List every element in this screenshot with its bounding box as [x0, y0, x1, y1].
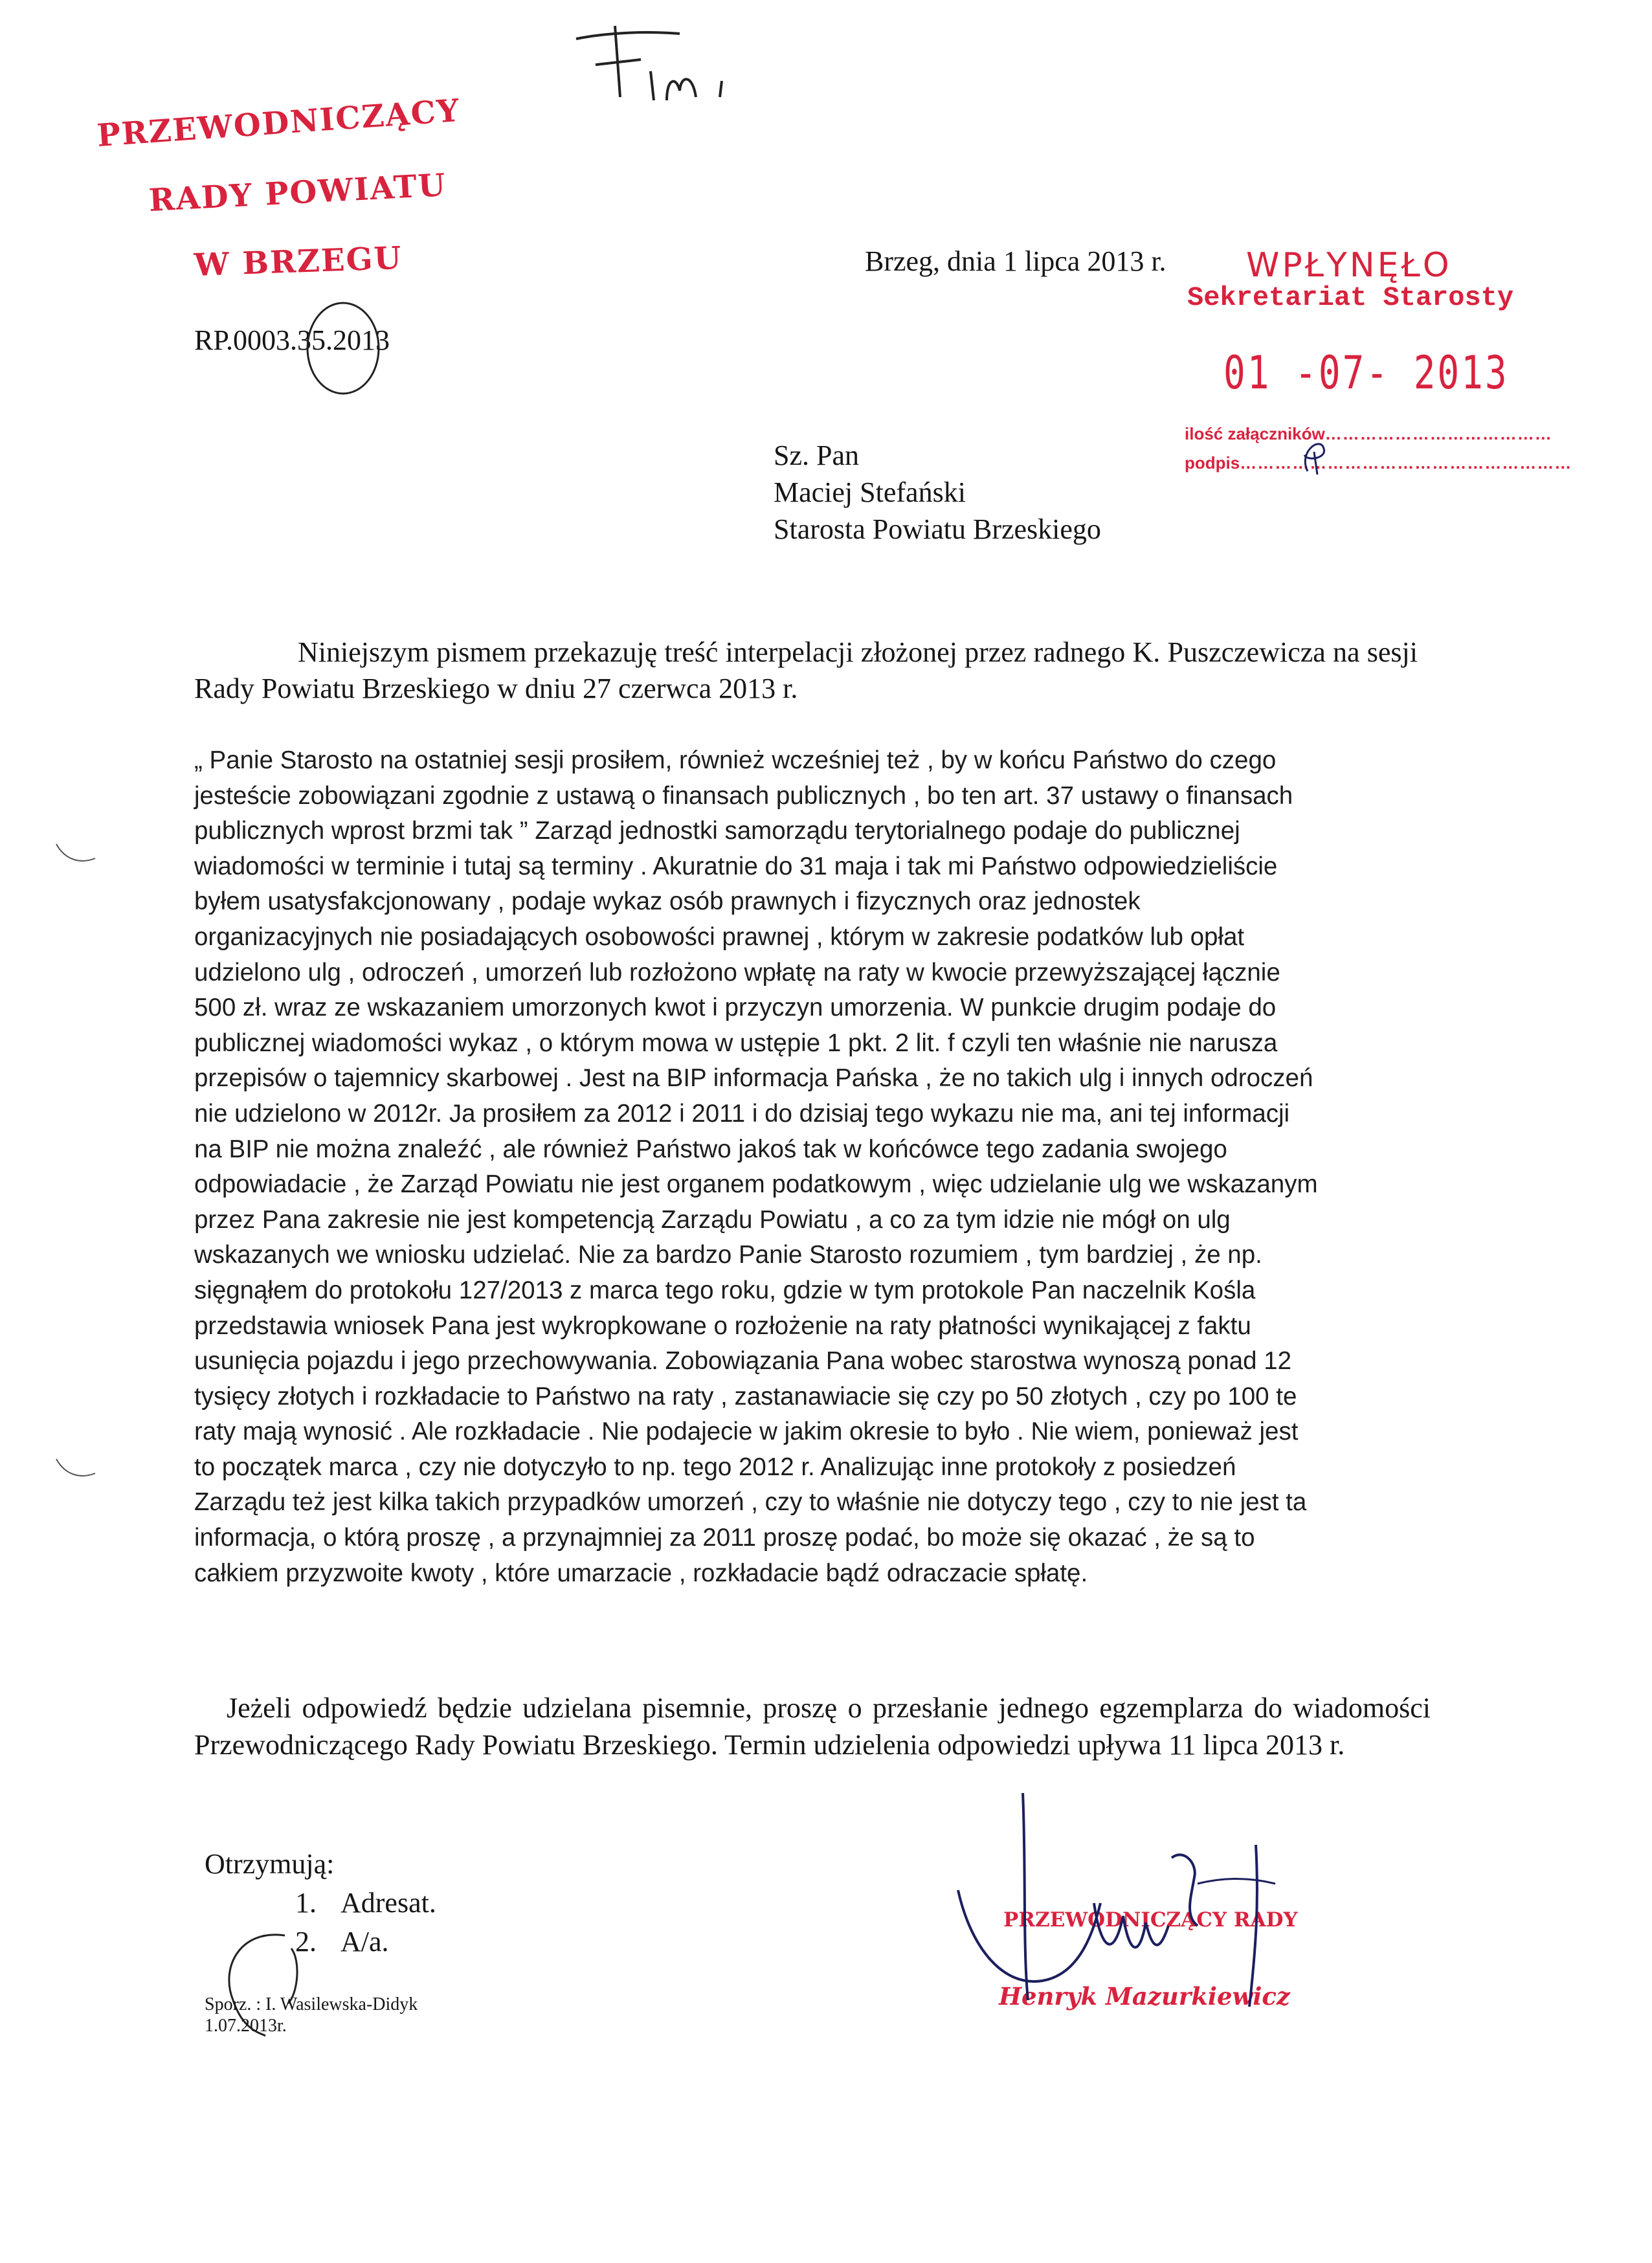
chairman-title-stamp: PRZEWODNICZĄCY RADY	[1003, 1908, 1298, 1932]
handwritten-note	[570, 19, 738, 104]
council-chairman-stamp	[96, 92, 498, 298]
quote-line: byłem usatysfakcjonowany , podaje wykaz osób prawnych i fizycznych oraz jednostek	[194, 887, 1141, 916]
list-item	[295, 1923, 436, 1961]
recipients-heading: Otrzymują:	[205, 1848, 335, 1880]
incoming-stamp	[1185, 246, 1572, 473]
recipient-name: Maciej Stefański	[774, 476, 966, 508]
quote-line: organizacyjnych nie posiadających osobowości prawnej , którym w zakresie podatków lub opłat	[194, 922, 1245, 951]
quote-line: „ Panie Starosto na ostatniej sesji prosiłem, również wcześniej też , by w końcu Państwo do czego	[194, 746, 1277, 774]
prepared-by-name: Sporz. : I. Wasilewska-Didyk	[205, 1994, 418, 2014]
margin-mark	[53, 839, 98, 865]
incoming-stamp-office: Sekretariat Starosty	[1187, 282, 1514, 313]
quote-line: raty mają wynosić . Ale rozkładacie . Nie podajecie w jakim okresie to było . Nie wiem, ponieważ jest	[194, 1418, 1299, 1446]
margin-mark	[53, 1454, 98, 1480]
quote-line: nie udzielono w 2012r. Ja prosiłem za 2012 i 2011 i do dzisiaj tego wykazu nie ma, ani tej informacji	[194, 1099, 1290, 1128]
quote-line: na BIP nie można znaleźć , ale również Państwo jakoś tak w końcówce tego zadania swojego	[194, 1135, 1227, 1163]
recipient-salutation: Sz. Pan	[774, 440, 859, 471]
signature-label: podpis	[1185, 453, 1240, 473]
place-and-date: Brzeg, dnia 1 lipca 2013 r.	[865, 245, 1166, 277]
quote-line: przedstawia wniosek Pana jest wykropkowane o rozłożenie na raty płatności wynikającej z faktu	[194, 1311, 1251, 1340]
quote-line: tysięcy złotych i rozkładacie to Państwo na raty , zastanawiacie się czy po 50 złotych , czy po 100 te	[194, 1382, 1297, 1410]
signature-field: podpis…………………………………………………	[1185, 453, 1572, 473]
closing-paragraph: Jeżeli odpowiedź będzie udzielana pisemnie, proszę o przesłanie jednego egzemplarza do wiadomości Przewodniczącego Rady Powiatu Brzeskiego. Termin udzielenia odpowiedzi upływa 11 lipca 2013 r.	[194, 1692, 1431, 1761]
prepared-by	[205, 1994, 418, 2036]
stamp-line-1: PRZEWODNICZĄCY	[96, 92, 462, 154]
quote-line: usunięcia pojazdu i jego przechowywania. Zobowiązania Pana wobec starostwa wynoszą ponad 12	[194, 1347, 1292, 1376]
list-item-label: A/a.	[340, 1926, 389, 1957]
incoming-stamp-date: 01 -07- 2013	[1223, 347, 1509, 400]
quote-line: Zarządu też jest kilka takich przypadków umorzeń , czy to właśnie nie dotyczy tego , czy to nie jest ta	[194, 1488, 1307, 1517]
incoming-stamp-title: WPŁYNĘŁO	[1246, 246, 1452, 285]
reference-number: RP.0003.35.2013	[194, 324, 390, 356]
interpellation-quote	[194, 743, 1444, 1591]
list-item	[295, 1884, 436, 1923]
quote-line: udzielono ulg , odroczeń , umorzeń lub rozłożono wpłatę na raty w kwocie przewyższającej łącznie	[194, 958, 1280, 987]
quote-line: jesteście zobowiązani zgodnie z ustawą o finansach publicznych , bo ten art. 37 ustawy o finansach	[194, 781, 1293, 810]
recipient-position: Starosta Powiatu Brzeskiego	[774, 513, 1101, 545]
pen-circle-mark	[295, 291, 392, 401]
quote-line: 500 zł. wraz ze wskazaniem umorzonych kwot i przyczyn umorzenia. W punkcie drugim podaje do	[194, 994, 1277, 1022]
quote-line: to początek marca , czy nie dotyczyło to np. tego 2012 r. Analizując inne protokoły z posiedzeń	[194, 1453, 1236, 1481]
quote-line: przepisów o tajemnicy skarbowej . Jest na BIP informacja Pańska , że no takich ulg i innych odroczeń	[194, 1064, 1313, 1093]
list-item-label: Adresat.	[340, 1887, 436, 1919]
quote-line: sięgnąłem do protokołu 127/2013 z marca tego roku, gdzie w tym protokole Pan naczelnik Kośla	[194, 1276, 1256, 1304]
attachments-label: ilość załączników	[1185, 424, 1325, 443]
stamp-line-2: RADY POWIATU	[148, 166, 448, 219]
recipient-address	[774, 437, 1101, 548]
quote-line: całkiem przyzwoite kwoty , które umarzacie , rozkładacie bądź odraczacie spłatę.	[194, 1559, 1088, 1587]
attachments-field: ilość załączników…………………………………	[1185, 424, 1552, 443]
quote-line: wskazanych we wniosku udzielać. Nie za bardzo Panie Starosto rozumiem , tym bardziej , że np.	[194, 1241, 1262, 1269]
quote-line: publicznych wprost brzmi tak ” Zarząd jednostki samorządu terytorialnego podaje do publicznej	[194, 817, 1240, 845]
handwritten-signature	[952, 1787, 1314, 2020]
quote-line: publicznej wiadomości wykaz , o którym mowa w ustępie 1 pkt. 2 lit. f czyli ten właśnie nie narusza	[194, 1029, 1278, 1057]
list-item-number: 1.	[295, 1887, 317, 1919]
quote-line: odpowiadacie , że Zarząd Powiatu nie jest organem podatkowym , więc udzielanie ulg we wskazanym	[194, 1170, 1318, 1199]
handwritten-initial-mark	[1295, 432, 1334, 478]
stamp-line-3: W BRZEGU	[194, 240, 403, 284]
list-item-number: 2.	[295, 1926, 317, 1957]
prepared-by-date: 1.07.2013r.	[205, 2016, 287, 2036]
quote-line: informacja, o którą proszę , a przynajmniej za 2011 proszę podać, bo może się okazać , że są to	[194, 1524, 1255, 1552]
chairman-name-stamp: Henryk Mazurkiewicz	[999, 1982, 1290, 2011]
intro-paragraph: Niniejszym pismem przekazuję treść interpelacji złożonej przez radnego K. Puszczewicza na sesji Rady Powiatu Brzeskiego w dniu 27 czerwca 2013 r.	[194, 636, 1418, 704]
quote-line: wiadomości w terminie i tutaj są terminy . Akuratnie do 31 maja i tak mi Państwo odpowiedzieliście	[194, 852, 1278, 880]
quote-line: przez Pana zakresie nie jest kompetencją Zarządu Powiatu , a co za tym idzie nie mógł on ulg	[194, 1205, 1231, 1234]
